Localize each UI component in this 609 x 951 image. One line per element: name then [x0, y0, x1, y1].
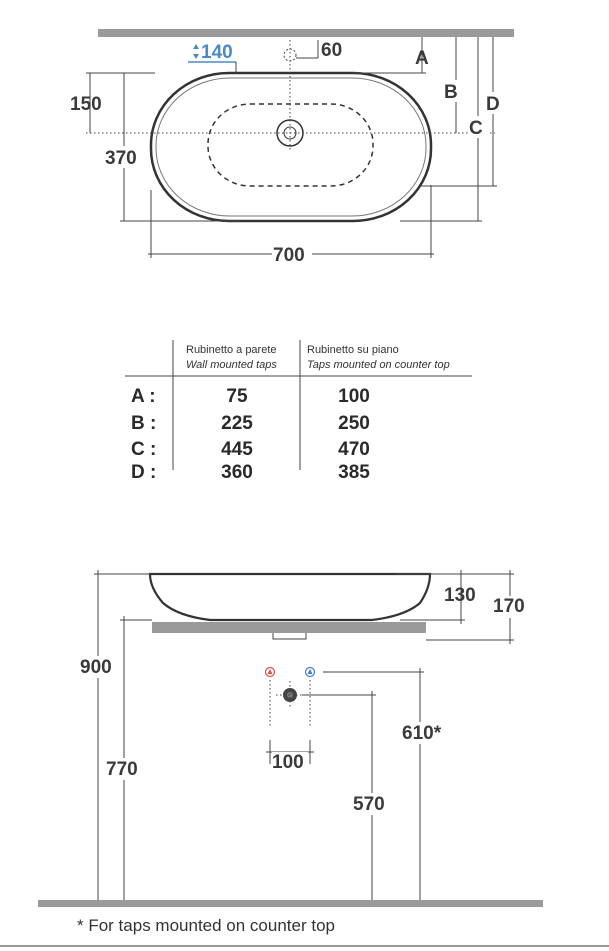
dim-a-tag: A	[415, 48, 429, 69]
col1-title: Rubinetto a parete	[186, 344, 277, 356]
dimension-table	[125, 340, 472, 483]
wall-slab-top	[98, 29, 514, 37]
table-row	[131, 462, 370, 483]
countertop-slab	[152, 622, 426, 633]
dim-770-label: 770	[106, 759, 138, 780]
col2-subtitle: Taps mounted on counter top	[307, 359, 450, 371]
table-row	[131, 439, 370, 460]
dim-130-label: 130	[444, 585, 476, 606]
dim-900-label: 900	[80, 657, 112, 678]
dim-700-label: 700	[273, 245, 305, 266]
dim-370-label: 370	[105, 148, 137, 169]
dim-170-label: 170	[493, 596, 525, 617]
dim-150-label: 150	[70, 94, 102, 115]
table-row	[131, 413, 370, 434]
wall-value: 445	[221, 439, 253, 460]
basin-side-profile	[150, 574, 430, 620]
row-label: A :	[131, 386, 156, 407]
counter-value: 470	[338, 439, 370, 460]
floor-slab	[38, 900, 543, 907]
wall-value: 225	[221, 413, 253, 434]
arrow-up-icon	[193, 44, 199, 49]
dim-b-tag: B	[444, 82, 458, 103]
dim-610-label: 610*	[402, 723, 442, 744]
basin-outline	[151, 73, 431, 221]
col1-subtitle: Wall mounted taps	[186, 359, 277, 371]
side-view	[38, 570, 543, 907]
footnote: * For taps mounted on counter top	[77, 916, 335, 935]
col2-title: Rubinetto su piano	[307, 344, 399, 356]
row-label: D :	[131, 462, 157, 483]
counter-value: 250	[338, 413, 370, 434]
top-view	[70, 29, 514, 266]
overflow-60-label: 60	[321, 40, 343, 61]
wall-value: 75	[226, 386, 248, 407]
drain-pipe	[273, 633, 306, 639]
wall-value: 360	[221, 462, 253, 483]
counter-value: 385	[338, 462, 370, 483]
dim-c-tag: C	[469, 118, 483, 139]
depth-140-label: 140	[201, 42, 233, 63]
dim-570-label: 570	[353, 794, 385, 815]
counter-value: 100	[338, 386, 370, 407]
table-row	[131, 386, 370, 407]
dim-d-tag: D	[486, 94, 500, 115]
arrow-down-icon	[193, 54, 199, 59]
dim-100-label: 100	[272, 752, 304, 773]
row-label: C :	[131, 439, 157, 460]
tap-hole-icon	[284, 49, 296, 61]
row-label: B :	[131, 413, 157, 434]
